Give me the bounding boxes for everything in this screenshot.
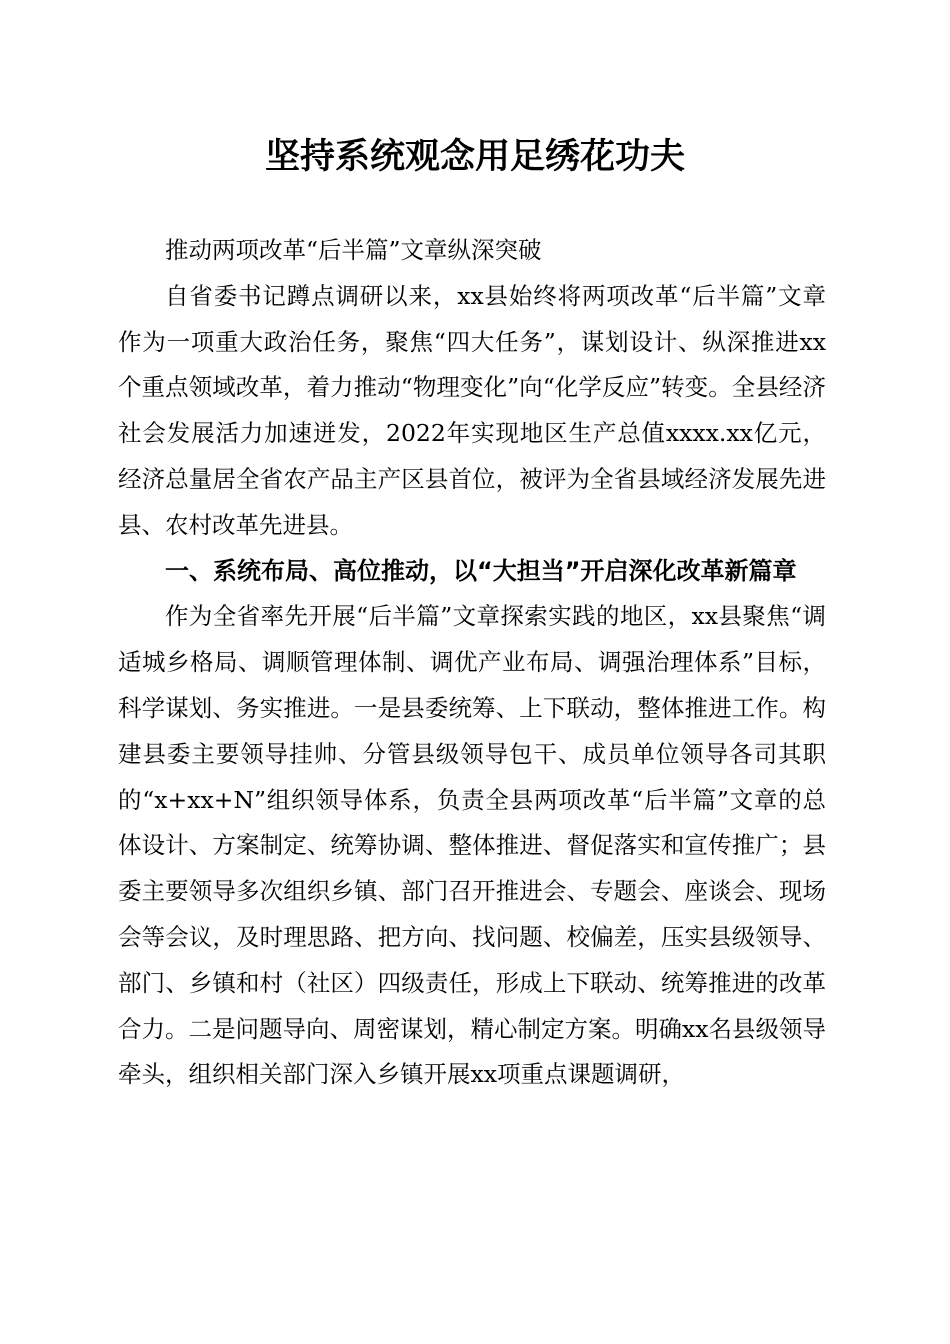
section-heading: 一、系统布局、高位推动，以“大担当”开启深化改革新篇章 <box>165 556 797 585</box>
intro-paragraph: 自省委书记蹲点调研以来，xx县始终将两项改革“后半篇”文章作为一项重大政治任务，聚焦“四大任务”，谋划设计、纵深推进xx个重点领域改革，着力推动“物理变化”向“化学反应”转变。全县经济社会发展活力加速迸发，2022年实现地区生产总值xxxx.xx亿元，经济总量居全省农产品主产区县首位，被评为全省县域经济发展先进县、农村改革先进县。 <box>118 281 826 539</box>
subtitle-paragraph: 推动两项改革“后半篇”文章纵深突破 <box>165 236 542 264</box>
section-paragraph: 作为全省率先开展“后半篇”文章探索实践的地区，xx县聚焦“调适城乡格局、调顺管理体制、调优产业布局、调强治理体系”目标，科学谋划、务实推进。一是县委统筹、上下联动，整体推进工作。构建县委主要领导挂帅、分管县级领导包干、成员单位领导各司其职的“x+xx+N”组织领导体系，负责全县两项改革“后半篇”文章的总体设计、方案制定、统筹协调、整体推进、督促落实和宣传推广；县委主要领导多次组织乡镇、部门召开推进会、专题会、座谈会、现场会等会议，及时理思路、把方向、找问题、校偏差，压实县级领导、部门、乡镇和村（社区）四级责任，形成上下联动、统筹推进的改革合力。二是问题导向、周密谋划，精心制定方案。明确xx名县级领导牵头，组织相关部门深入乡镇开展xx项重点课题调研， <box>118 602 827 1089</box>
document-body <box>118 228 826 1098</box>
document-title: 坚持系统观念用足绣花功夫 <box>264 136 685 177</box>
